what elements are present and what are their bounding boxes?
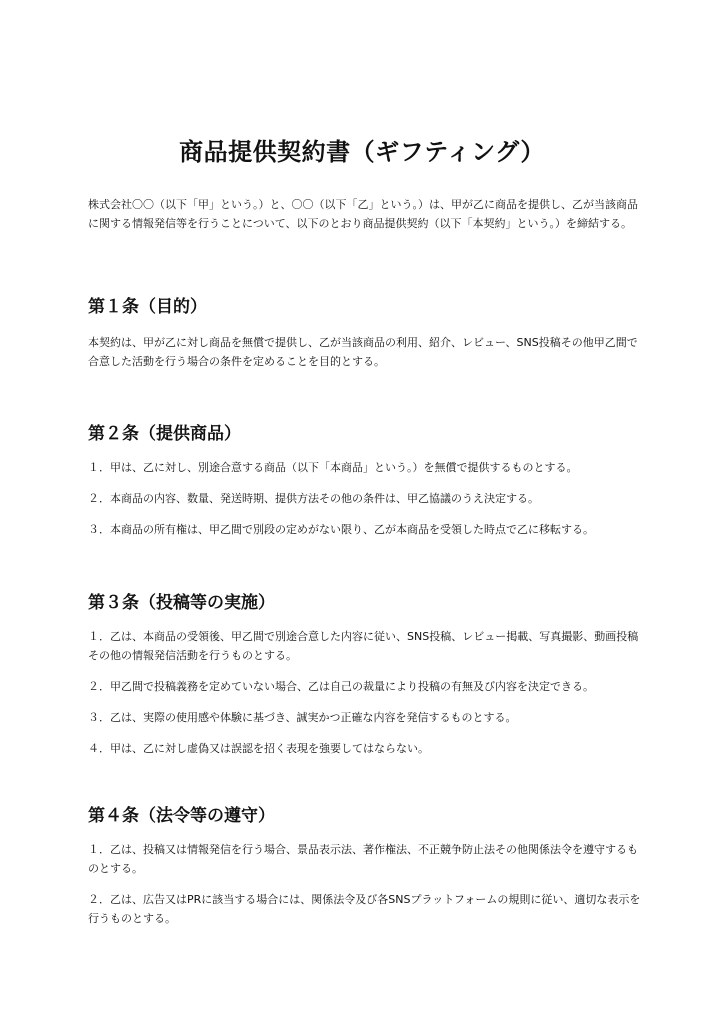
article-2: [88, 423, 648, 539]
article-paragraph: １．甲は、乙に対し、別途合意する商品（以下「本商品」という。）を無償で提供するものとする。: [88, 461, 578, 474]
document-title: 商品提供契約書（ギフティング）: [179, 138, 545, 167]
article-heading: 第４条（法令等の遵守）: [88, 806, 275, 826]
article-paragraph: ３．本商品の所有権は、甲乙間で別段の定めがない限り、乙が本商品を受領した時点で乙に移転する。: [88, 523, 594, 536]
article-paragraph: ２．乙は、広告又はPRに該当する場合には、関係法令及び各SNSプラットフォームの規則に従い、適切な表示を行うものとする。: [88, 893, 641, 925]
article-paragraph: 本契約は、甲が乙に対し商品を無償で提供し、乙が当該商品の利用、紹介、レビュー、SNS投稿その他甲乙間で合意した活動を行う場合の条件を定めることを目的とする。: [88, 336, 638, 368]
article-heading: 第１条（目的）: [88, 297, 207, 317]
article-3: [88, 592, 648, 758]
article-heading: 第３条（投稿等の実施）: [88, 593, 275, 613]
intro-paragraph: 株式会社〇〇（以下「甲」という。）と、〇〇（以下「乙」という。）は、甲が乙に商品を提供し、乙が当該商品に関する情報発信等を行うことについて、以下のとおり商品提供契約（以下「本契約」という。）を締結する。: [88, 198, 638, 230]
article-4: [88, 805, 648, 928]
article-paragraph: ３．乙は、実際の使用感や体験に基づき、誠実かつ正確な内容を発信するものとする。: [88, 711, 517, 724]
article-heading: 第２条（提供商品）: [88, 424, 241, 444]
article-paragraph: ２．甲乙間で投稿義務を定めていない場合、乙は自己の裁量により投稿の有無及び内容を決定できる。: [88, 680, 594, 693]
article-paragraph: １．乙は、投稿又は情報発信を行う場合、景品表示法、著作権法、不正競争防止法その他関係法令を遵守するものとする。: [88, 843, 638, 875]
article-1: [88, 296, 648, 371]
article-paragraph: ４．甲は、乙に対し虚偽又は誤認を招く表現を強要してはならない。: [88, 742, 429, 755]
article-paragraph: ２．本商品の内容、数量、発送時期、提供方法その他の条件は、甲乙協議のうえ決定する。: [88, 492, 539, 505]
article-paragraph: １．乙は、本商品の受領後、甲乙間で別途合意した内容に従い、SNS投稿、レビュー掲載、写真撮影、動画投稿その他の情報発信活動を行うものとする。: [88, 630, 639, 662]
